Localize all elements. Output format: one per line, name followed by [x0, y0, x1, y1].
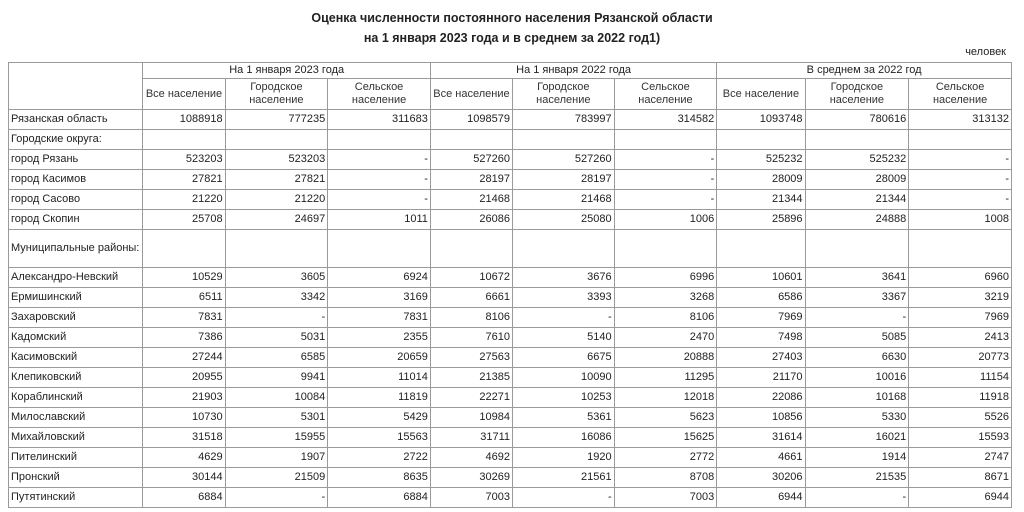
- value-cell: 15955: [225, 428, 328, 448]
- value-cell: 3169: [328, 288, 431, 308]
- value-cell: 10084: [225, 388, 328, 408]
- value-cell: 6585: [225, 348, 328, 368]
- table-row: [9, 230, 1012, 268]
- value-cell: 2355: [328, 328, 431, 348]
- value-cell: -: [805, 308, 909, 328]
- value-cell: 10168: [805, 388, 909, 408]
- group-header-row: [9, 63, 1012, 79]
- value-cell: -: [805, 488, 909, 508]
- value-cell: 22271: [430, 388, 512, 408]
- value-cell: 25708: [143, 210, 225, 230]
- value-cell: 7969: [909, 308, 1012, 328]
- value-cell: 12018: [614, 388, 717, 408]
- value-cell: 10601: [717, 268, 805, 288]
- value-cell: 527260: [513, 150, 615, 170]
- value-cell: 15625: [614, 428, 717, 448]
- value-cell: 311683: [328, 110, 431, 130]
- value-cell: 28009: [717, 170, 805, 190]
- region-name-cell: город Рязань: [9, 150, 143, 170]
- value-cell: 11918: [909, 388, 1012, 408]
- value-cell: 777235: [225, 110, 328, 130]
- value-cell: -: [225, 308, 328, 328]
- value-cell: 3342: [225, 288, 328, 308]
- value-cell: -: [225, 488, 328, 508]
- value-cell: [143, 130, 225, 150]
- value-cell: [805, 130, 909, 150]
- sub-header-row: [9, 79, 1012, 110]
- value-cell: 6924: [328, 268, 431, 288]
- value-cell: 10090: [513, 368, 615, 388]
- table-row: [9, 428, 1012, 448]
- value-cell: 11295: [614, 368, 717, 388]
- value-cell: 8106: [430, 308, 512, 328]
- region-name-cell: Пителинский: [9, 448, 143, 468]
- value-cell: 31518: [143, 428, 225, 448]
- table-body: [9, 110, 1012, 508]
- value-cell: 10016: [805, 368, 909, 388]
- value-cell: 27821: [225, 170, 328, 190]
- value-cell: 15563: [328, 428, 431, 448]
- value-cell: [430, 230, 512, 268]
- value-cell: 28009: [805, 170, 909, 190]
- value-cell: [717, 130, 805, 150]
- table-row: [9, 130, 1012, 150]
- subheader-rural: Сельское население: [909, 79, 1012, 110]
- title-line-1: Оценка численности постоянного населения Рязанской области: [311, 11, 713, 25]
- value-cell: 21468: [430, 190, 512, 210]
- value-cell: 6960: [909, 268, 1012, 288]
- value-cell: 6511: [143, 288, 225, 308]
- value-cell: 4661: [717, 448, 805, 468]
- value-cell: 6661: [430, 288, 512, 308]
- region-name-cell: Кадомский: [9, 328, 143, 348]
- value-cell: 5526: [909, 408, 1012, 428]
- value-cell: 5301: [225, 408, 328, 428]
- region-name-cell: Путятинский: [9, 488, 143, 508]
- value-cell: -: [909, 170, 1012, 190]
- value-cell: 11819: [328, 388, 431, 408]
- value-cell: 6675: [513, 348, 615, 368]
- value-cell: 523203: [143, 150, 225, 170]
- value-cell: 1914: [805, 448, 909, 468]
- value-cell: 8671: [909, 468, 1012, 488]
- value-cell: 21468: [513, 190, 615, 210]
- value-cell: 6996: [614, 268, 717, 288]
- value-cell: 7831: [328, 308, 431, 328]
- value-cell: [328, 230, 431, 268]
- value-cell: 27403: [717, 348, 805, 368]
- value-cell: 28197: [513, 170, 615, 190]
- value-cell: -: [614, 170, 717, 190]
- table-row: [9, 348, 1012, 368]
- value-cell: 28197: [430, 170, 512, 190]
- value-cell: 3219: [909, 288, 1012, 308]
- table-row: [9, 170, 1012, 190]
- value-cell: 6586: [717, 288, 805, 308]
- value-cell: 2747: [909, 448, 1012, 468]
- subheader-rural: Сельское население: [328, 79, 431, 110]
- region-name-cell: Милославский: [9, 408, 143, 428]
- value-cell: [143, 230, 225, 268]
- value-cell: 1008: [909, 210, 1012, 230]
- value-cell: 1920: [513, 448, 615, 468]
- region-name-cell: город Сасово: [9, 190, 143, 210]
- value-cell: 5361: [513, 408, 615, 428]
- table-row: [9, 368, 1012, 388]
- value-cell: [225, 230, 328, 268]
- value-cell: [909, 230, 1012, 268]
- value-cell: 10730: [143, 408, 225, 428]
- value-cell: -: [909, 150, 1012, 170]
- region-name-cell: Александро-Невский: [9, 268, 143, 288]
- group-header-2023: На 1 января 2023 года: [143, 63, 430, 79]
- value-cell: 3676: [513, 268, 615, 288]
- table-row: [9, 268, 1012, 288]
- subheader-urban: Городское население: [805, 79, 909, 110]
- value-cell: 7610: [430, 328, 512, 348]
- group-header-2022: На 1 января 2022 года: [430, 63, 716, 79]
- group-header-average-2022: В среднем за 2022 год: [717, 63, 1012, 79]
- value-cell: 21220: [225, 190, 328, 210]
- table-row: [9, 308, 1012, 328]
- value-cell: -: [328, 150, 431, 170]
- value-cell: 7969: [717, 308, 805, 328]
- value-cell: 5140: [513, 328, 615, 348]
- region-name-cell: Клепиковский: [9, 368, 143, 388]
- value-cell: 6884: [328, 488, 431, 508]
- value-cell: 3605: [225, 268, 328, 288]
- value-cell: -: [909, 190, 1012, 210]
- value-cell: -: [513, 308, 615, 328]
- value-cell: -: [513, 488, 615, 508]
- subheader-rural: Сельское население: [614, 79, 717, 110]
- value-cell: 27821: [143, 170, 225, 190]
- table-row: [9, 488, 1012, 508]
- value-cell: 27563: [430, 348, 512, 368]
- subheader-total: Все население: [143, 79, 225, 110]
- value-cell: 6944: [717, 488, 805, 508]
- value-cell: 21170: [717, 368, 805, 388]
- table-row: [9, 468, 1012, 488]
- value-cell: 16021: [805, 428, 909, 448]
- value-cell: 2470: [614, 328, 717, 348]
- value-cell: 5429: [328, 408, 431, 428]
- value-cell: 21561: [513, 468, 615, 488]
- value-cell: [328, 130, 431, 150]
- value-cell: 7386: [143, 328, 225, 348]
- value-cell: 6944: [909, 488, 1012, 508]
- value-cell: 26086: [430, 210, 512, 230]
- value-cell: [717, 230, 805, 268]
- table-row: [9, 388, 1012, 408]
- region-name-cell: Кораблинский: [9, 388, 143, 408]
- table-row: [9, 110, 1012, 130]
- value-cell: 20888: [614, 348, 717, 368]
- region-name-cell: Городские округа:: [9, 130, 143, 150]
- value-cell: 24697: [225, 210, 328, 230]
- value-cell: 3268: [614, 288, 717, 308]
- value-cell: 31614: [717, 428, 805, 448]
- value-cell: -: [614, 190, 717, 210]
- value-cell: 21903: [143, 388, 225, 408]
- value-cell: 20659: [328, 348, 431, 368]
- unit-label: человек: [965, 46, 1006, 58]
- value-cell: 1907: [225, 448, 328, 468]
- subheader-total: Все население: [717, 79, 805, 110]
- subheader-urban: Городское население: [513, 79, 615, 110]
- value-cell: 3367: [805, 288, 909, 308]
- value-cell: 780616: [805, 110, 909, 130]
- region-name-cell: Касимовский: [9, 348, 143, 368]
- value-cell: 1011: [328, 210, 431, 230]
- value-cell: [430, 130, 512, 150]
- value-cell: 11014: [328, 368, 431, 388]
- value-cell: [909, 130, 1012, 150]
- value-cell: 2722: [328, 448, 431, 468]
- value-cell: 3641: [805, 268, 909, 288]
- value-cell: 8635: [328, 468, 431, 488]
- region-name-cell: город Касимов: [9, 170, 143, 190]
- value-cell: 10529: [143, 268, 225, 288]
- value-cell: 30144: [143, 468, 225, 488]
- value-cell: 16086: [513, 428, 615, 448]
- value-cell: 5031: [225, 328, 328, 348]
- value-cell: 6630: [805, 348, 909, 368]
- value-cell: 5330: [805, 408, 909, 428]
- value-cell: 25080: [513, 210, 615, 230]
- value-cell: 27244: [143, 348, 225, 368]
- value-cell: 1098579: [430, 110, 512, 130]
- value-cell: 527260: [430, 150, 512, 170]
- value-cell: 1088918: [143, 110, 225, 130]
- value-cell: 525232: [717, 150, 805, 170]
- value-cell: 8106: [614, 308, 717, 328]
- value-cell: 9941: [225, 368, 328, 388]
- value-cell: 11154: [909, 368, 1012, 388]
- value-cell: [614, 230, 717, 268]
- value-cell: 6884: [143, 488, 225, 508]
- population-table: [8, 62, 1012, 508]
- table-row: [9, 210, 1012, 230]
- value-cell: 313132: [909, 110, 1012, 130]
- value-cell: [614, 130, 717, 150]
- region-name-cell: Рязанская область: [9, 110, 143, 130]
- value-cell: 314582: [614, 110, 717, 130]
- value-cell: 7003: [614, 488, 717, 508]
- region-name-cell: Пронский: [9, 468, 143, 488]
- value-cell: 783997: [513, 110, 615, 130]
- value-cell: -: [328, 190, 431, 210]
- value-cell: 1006: [614, 210, 717, 230]
- value-cell: 10984: [430, 408, 512, 428]
- value-cell: 31711: [430, 428, 512, 448]
- title-line-2: на 1 января 2023 года и в среднем за 2022 год1): [363, 31, 661, 45]
- value-cell: 8708: [614, 468, 717, 488]
- region-name-cell: город Скопин: [9, 210, 143, 230]
- region-name-cell: Муниципальные районы:: [9, 230, 143, 268]
- value-cell: 21385: [430, 368, 512, 388]
- table-row: [9, 190, 1012, 210]
- value-cell: 7003: [430, 488, 512, 508]
- value-cell: 21344: [805, 190, 909, 210]
- value-cell: -: [328, 170, 431, 190]
- value-cell: 3393: [513, 288, 615, 308]
- value-cell: 523203: [225, 150, 328, 170]
- subheader-total: Все население: [430, 79, 512, 110]
- value-cell: 1093748: [717, 110, 805, 130]
- table-row: [9, 150, 1012, 170]
- value-cell: 10672: [430, 268, 512, 288]
- table-row: [9, 408, 1012, 428]
- value-cell: 4629: [143, 448, 225, 468]
- value-cell: 21535: [805, 468, 909, 488]
- value-cell: [513, 130, 615, 150]
- value-cell: 7831: [143, 308, 225, 328]
- value-cell: 15593: [909, 428, 1012, 448]
- region-column-header: [9, 63, 143, 110]
- value-cell: -: [614, 150, 717, 170]
- region-name-cell: Захаровский: [9, 308, 143, 328]
- table-row: [9, 448, 1012, 468]
- value-cell: 30269: [430, 468, 512, 488]
- region-name-cell: Михайловский: [9, 428, 143, 448]
- value-cell: 30206: [717, 468, 805, 488]
- value-cell: 2413: [909, 328, 1012, 348]
- value-cell: 21220: [143, 190, 225, 210]
- value-cell: 25896: [717, 210, 805, 230]
- value-cell: [225, 130, 328, 150]
- region-name-cell: Ермишинский: [9, 288, 143, 308]
- table-row: [9, 328, 1012, 348]
- value-cell: 10856: [717, 408, 805, 428]
- value-cell: 7498: [717, 328, 805, 348]
- value-cell: 5623: [614, 408, 717, 428]
- value-cell: 10253: [513, 388, 615, 408]
- value-cell: 4692: [430, 448, 512, 468]
- value-cell: 22086: [717, 388, 805, 408]
- value-cell: 21344: [717, 190, 805, 210]
- value-cell: 5085: [805, 328, 909, 348]
- value-cell: 20955: [143, 368, 225, 388]
- value-cell: 2772: [614, 448, 717, 468]
- page-title: [0, 0, 1024, 48]
- value-cell: 21509: [225, 468, 328, 488]
- value-cell: [513, 230, 615, 268]
- value-cell: [805, 230, 909, 268]
- value-cell: 20773: [909, 348, 1012, 368]
- subheader-urban: Городское население: [225, 79, 328, 110]
- value-cell: 525232: [805, 150, 909, 170]
- table-row: [9, 288, 1012, 308]
- value-cell: 24888: [805, 210, 909, 230]
